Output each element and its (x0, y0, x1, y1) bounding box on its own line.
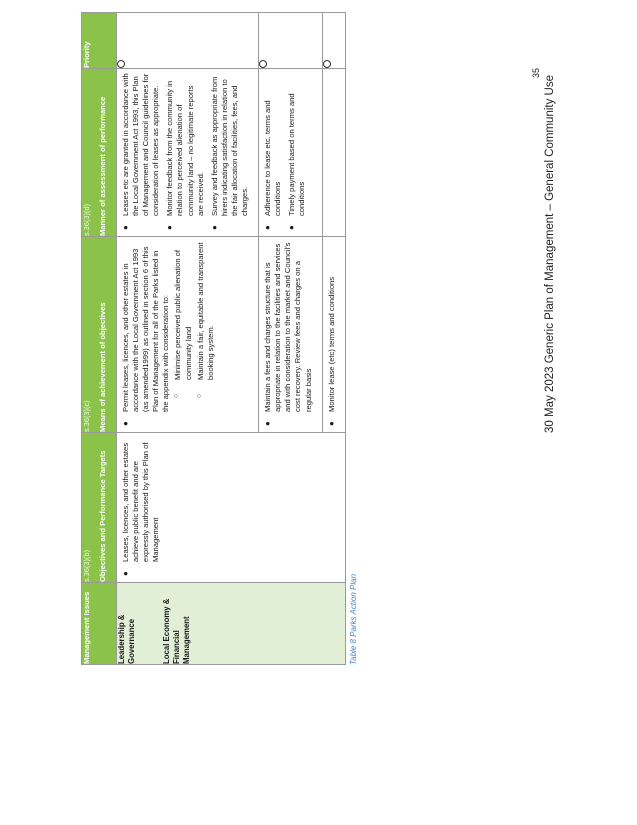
bullet-icon: ● (287, 225, 297, 230)
priority-circle-icon (117, 60, 125, 68)
bullet-icon: ● (165, 225, 175, 230)
header-priority: Priority (82, 13, 117, 69)
objective-item: ● Leases, licences, and other estates achieve public benefit and are expressly authorised by this Plan of Management (121, 442, 161, 576)
bullet-icon: ● (263, 225, 273, 230)
management-issues-cell (117, 583, 346, 665)
running-footer: 30 May 2023 Generic Plan of Management – General Community Use (544, 75, 556, 433)
means-item: ● Maintain a fees and charges structure that is appropriate in relation to the facilities and services and with consideration to the market and Council's cost recovery. Review fees and charges on a regular basis (263, 242, 313, 426)
objectives-cell (117, 433, 346, 583)
assessment-item: ● Adherence to lease etc. terms and conditions (263, 100, 283, 230)
assessment-cell (259, 69, 322, 237)
bullet-icon: ● (121, 571, 130, 576)
bullet-icon: ● (209, 225, 219, 230)
table-caption: Table 8 Parks Action Plan (349, 573, 358, 665)
means-item: ● Permit leases, licences, and other estates in accordance with the Local Government Act 1993 (as amended1999) as outlined in section 6 of this Plan of Management for all of the Parks listed in the appendix with consideration to: ○ Minimise perceived public alienation of community land ○ Maintain a fair, equitable and transparent booking system. (121, 242, 215, 426)
means-subitem: ○ Minimise perceived public alienation of community land (173, 249, 193, 398)
means-cell (117, 237, 259, 433)
table-header-row (82, 13, 117, 665)
hollow-bullet-icon: ○ (173, 393, 181, 398)
assessment-item: ● Leases etc are granted in accordance with the Local Government Act 1993, this Plan of Management and Council guidelines for consideration of leases as appropriate. (121, 73, 161, 230)
header-management-issues: Management Issues (82, 583, 117, 665)
bullet-icon: ● (326, 421, 336, 426)
table-row (117, 13, 259, 665)
hollow-bullet-icon: ○ (195, 393, 203, 398)
header-means: s.36(3)(c) Means of achievement of objectives (82, 237, 117, 433)
bullet-icon: ● (121, 421, 130, 426)
assessment-cell (117, 69, 259, 237)
bullet-icon: ● (121, 225, 130, 230)
page-number: 35 (531, 67, 541, 78)
priority-circle-icon (259, 60, 267, 68)
management-issue: Local Economy & Financial Management (161, 598, 192, 664)
means-cell (322, 237, 345, 433)
parks-action-plan-table (81, 12, 346, 665)
means-item: ● Monitor lease (etc) terms and conditions (326, 276, 336, 426)
management-issue: Leadership & Governance (117, 614, 137, 664)
priority-cell (259, 13, 322, 69)
assessment-item: ● Survey and feedback as appropriate from hirers indicating satisfaction in relation to the fair allocation of facilities, fees, and charges. (209, 76, 250, 230)
assessment-item: ● Monitor feedback from the community in relation to perceived alienation of community land – no legitimate reports are received. (165, 80, 205, 230)
bullet-icon: ● (263, 421, 273, 426)
assessment-item: ● Timely payment based on terms and conditions (287, 93, 307, 230)
priority-circle-icon (323, 60, 331, 68)
means-cell (259, 237, 322, 433)
means-subitem: ○ Maintain a fair, equitable and transparent booking system. (195, 242, 215, 398)
header-objectives: s.36(3)(b) Objectives and Performance Targets (82, 433, 117, 583)
header-assessment: s.36(3)(d) Manner of assessment of performance (82, 69, 117, 237)
priority-cell (322, 13, 345, 69)
priority-cell (117, 13, 259, 69)
assessment-cell (322, 69, 345, 237)
